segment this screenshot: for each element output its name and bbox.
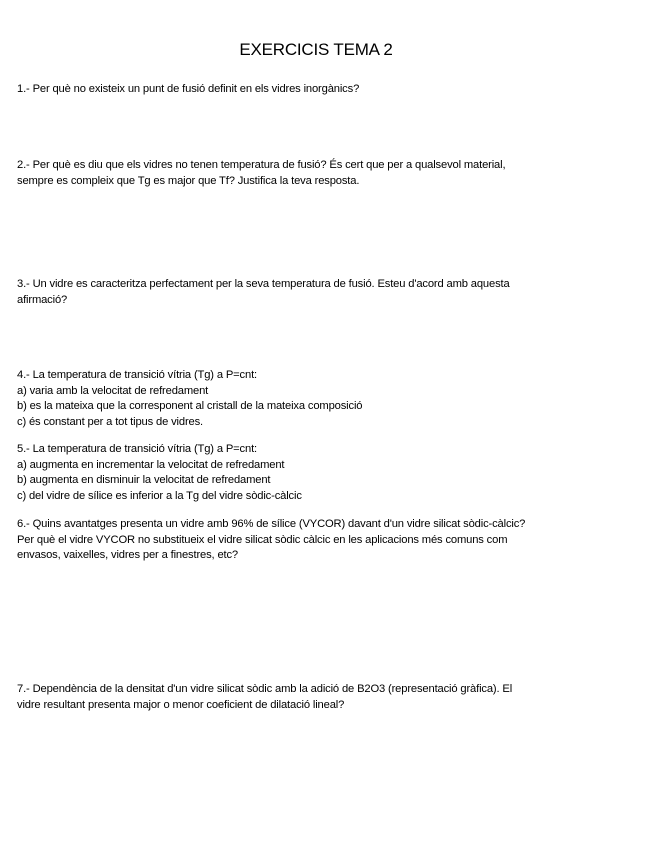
question-4-option-a: a) varia amb la velocitat de refredament xyxy=(17,384,209,397)
question-5-line-1: 5.- La temperatura de transició vítria (Tg) a P=cnt: xyxy=(17,443,257,455)
question-2 xyxy=(17,158,637,189)
question-7-line-2: vidre resultant presenta major o menor coeficient de dilatació lineal? xyxy=(17,698,345,711)
question-3-line-2: afirmació? xyxy=(17,293,68,306)
question-4-option-b: b) es la mateixa que la corresponent al cristall de la mateixa composició xyxy=(17,400,363,412)
question-4-line-1: 4.- La temperatura de transició vítria (Tg) a P=cnt: xyxy=(17,369,257,381)
question-4 xyxy=(17,368,637,430)
document-title: EXERCICIS TEMA 2 xyxy=(239,40,393,59)
question-5-option-c: c) del vidre de sílice es inferior a la Tg del vidre sòdic-càlcic xyxy=(17,489,302,502)
question-5-option-b: b) augmenta en disminuir la velocitat de refredament xyxy=(17,474,271,486)
question-6-line-1: 6.- Quins avantatges presenta un vidre amb 96% de sílice (VYCOR) davant d'un vidre silicat sòdic-càlcic? xyxy=(17,518,526,530)
question-5 xyxy=(17,442,637,504)
question-5-option-a: a) augmenta en incrementar la velocitat de refredament xyxy=(17,458,285,471)
question-7-line-1: 7.- Dependència de la densitat d'un vidre silicat sòdic amb la adició de B2O3 (representació gràfica). El xyxy=(17,683,513,695)
question-2-line-1: 2.- Per què es diu que els vidres no tenen temperatura de fusió? És cert que per a qualsevol material, xyxy=(17,159,506,171)
question-1 xyxy=(17,82,637,98)
question-4-option-c: c) és constant per a tot tipus de vidres. xyxy=(17,415,203,428)
question-7 xyxy=(17,682,637,713)
question-6 xyxy=(17,517,637,564)
question-1-line-1: 1.- Per què no existeix un punt de fusió definit en els vidres inorgànics? xyxy=(17,83,360,95)
question-2-line-2: sempre es compleix que Tg es major que Tf? Justifica la teva resposta. xyxy=(17,174,360,187)
question-3-line-1: 3.- Un vidre es caracteritza perfectament per la seva temperatura de fusió. Esteu d'acord amb aquesta xyxy=(17,278,510,290)
question-3 xyxy=(17,277,637,308)
question-6-line-2: Per què el vidre VYCOR no substitueix el vidre silicat sòdic càlcic en les aplicacions més comuns com xyxy=(17,533,508,546)
question-6-line-3: envasos, vaixelles, vidres per a finestres, etc? xyxy=(17,549,239,561)
